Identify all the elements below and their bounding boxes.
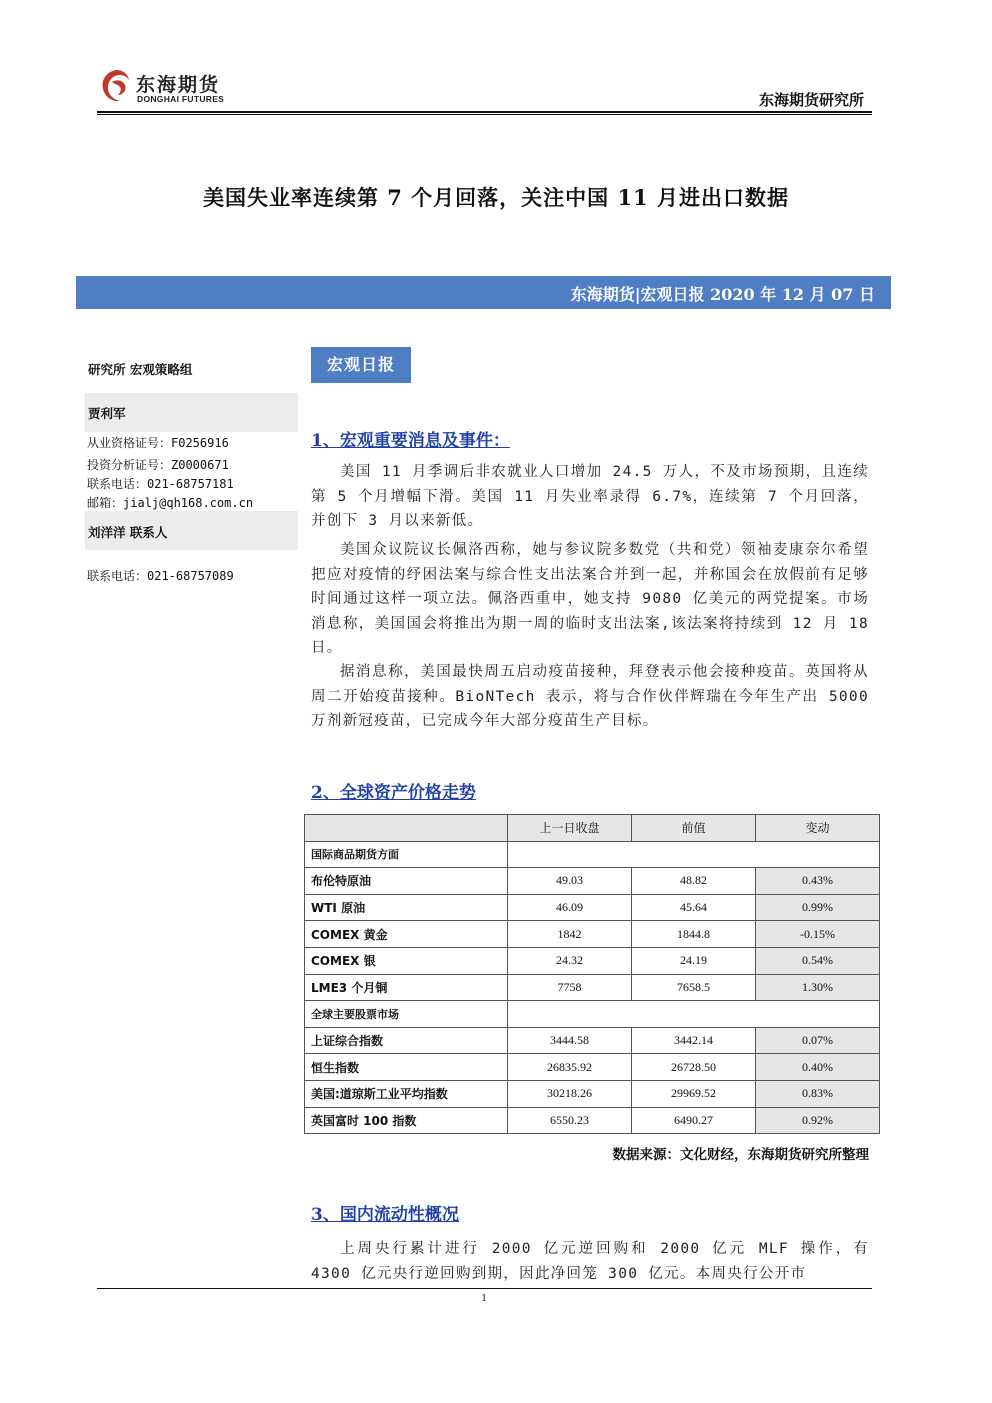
asset-price-table <box>304 814 880 1134</box>
banner-text: 东海期货|宏观日报 2020 年 12 月 07 日 <box>570 285 875 304</box>
prev-close: 26835.92 <box>508 1054 632 1081</box>
prev-close: 24.32 <box>508 947 632 974</box>
sidebar-author2-name: 刘洋洋 联系人 <box>88 525 168 540</box>
asset-name: 上证综合指数 <box>305 1027 508 1054</box>
change: -0.15% <box>756 921 880 948</box>
asset-name: 英国富时 100 指数 <box>305 1107 508 1134</box>
sidebar-author1-line: 联系电话：021-68757181 <box>87 477 234 491</box>
header-rule-thin <box>97 114 872 115</box>
prev-close: 49.03 <box>508 868 632 895</box>
report-title: 美国失业率连续第 7 个月回落，关注中国 11 月进出口数据 <box>202 185 790 210</box>
previous-value: 48.82 <box>632 868 756 895</box>
sidebar-author2-box <box>85 511 298 550</box>
sidebar-author2-phone: 联系电话：021-68757089 <box>87 569 234 583</box>
asset-name: COMEX 银 <box>305 947 508 974</box>
prev-close: 1842 <box>508 921 632 948</box>
table-header-row <box>305 815 880 842</box>
asset-name: 美国:道琼斯工业平均指数 <box>305 1080 508 1107</box>
change: 1.30% <box>756 974 880 1001</box>
header-institute: 东海期货研究所 <box>758 91 864 109</box>
prev-close: 30218.26 <box>508 1080 632 1107</box>
previous-value: 6490.27 <box>632 1107 756 1134</box>
change: 0.43% <box>756 868 880 895</box>
logo-chinese-text: 东海期货 <box>136 74 221 96</box>
table-row <box>305 1027 880 1054</box>
table-group-row <box>305 1001 880 1028</box>
sidebar-author1-email: 邮箱：jialj@qh168.com.cn <box>87 496 254 510</box>
table-group-row <box>305 841 880 868</box>
asset-name: 布伦特原油 <box>305 868 508 895</box>
change: 0.99% <box>756 894 880 921</box>
change: 0.92% <box>756 1107 880 1134</box>
table-group-label: 全球主要股票市场 <box>305 1001 508 1028</box>
sidebar-author1-box <box>85 393 298 432</box>
table-row <box>305 1054 880 1081</box>
section-1-paragraph: 美国 11 月季调后非农就业人口增加 24.5 万人，不及市场预期，且连续第 5 个月增幅下滑。美国 11 月失业率录得 6.7%，连续第 7 个月回落，并创下 3 月以来新低。 <box>311 464 869 530</box>
table-row <box>305 921 880 948</box>
header-rule <box>97 111 872 113</box>
table-header-cell: 变动 <box>756 815 880 842</box>
table-row <box>305 1080 880 1107</box>
donghai-logo-icon <box>98 66 134 106</box>
table-row <box>305 1107 880 1134</box>
change: 0.40% <box>756 1054 880 1081</box>
asset-name: 恒生指数 <box>305 1054 508 1081</box>
asset-name: LME3 个月铜 <box>305 974 508 1001</box>
sidebar-author1-line: 投资分析证号：Z0000671 <box>87 458 229 472</box>
prev-close: 7758 <box>508 974 632 1001</box>
table-header-cell <box>305 815 508 842</box>
previous-value: 7658.5 <box>632 974 756 1001</box>
previous-value: 1844.8 <box>632 921 756 948</box>
previous-value: 45.64 <box>632 894 756 921</box>
section-2-title: 2、全球资产价格走势 <box>311 783 476 803</box>
section-1-paragraph: 据消息称，美国最快周五启动疫苗接种，拜登表示他会接种疫苗。英国将从周二开始疫苗接种。BioNTech 表示，将与合作伙伴辉瑞在今年生产出 5000 万剂新冠疫苗，已完成今年大部分疫苗生产目标。 <box>311 664 869 730</box>
table-row <box>305 947 880 974</box>
footer-rule <box>97 1288 872 1289</box>
change: 0.83% <box>756 1080 880 1107</box>
table-source-note: 数据来源：文化财经，东海期货研究所整理 <box>612 1147 869 1163</box>
table-group-label: 国际商品期货方面 <box>305 841 508 868</box>
section-3-paragraph: 上周央行累计进行 2000 亿元逆回购和 2000 亿元 MLF 操作，有 4300 亿元央行逆回购到期，因此净回笼 300 亿元。本周央行公开市 <box>311 1241 869 1282</box>
previous-value: 3442.14 <box>632 1027 756 1054</box>
prev-close: 46.09 <box>508 894 632 921</box>
section-1-title: 1、宏观重要消息及事件： <box>311 431 510 451</box>
table-row <box>305 868 880 895</box>
asset-name: WTI 原油 <box>305 894 508 921</box>
section-1-paragraph: 美国众议院议长佩洛西称，她与参议院多数党（共和党）领袖麦康奈尔希望把应对疫情的纾困法案与综合性支出法案合并到一起，并称国会在放假前有足够时间通过这样一项立法。佩洛西重申，她支持 9080 亿美元的两党提案。市场消息称，美国国会将推出为期一周的临时支出法案,该法案将持续到 12 月 18 日。 <box>311 542 869 657</box>
previous-value: 26728.50 <box>632 1054 756 1081</box>
daily-report-tag: 宏观日报 <box>311 347 411 383</box>
report-banner <box>76 276 891 309</box>
previous-value: 29969.52 <box>632 1080 756 1107</box>
prev-close: 6550.23 <box>508 1107 632 1134</box>
logo-english-text: DONGHAI FUTURES <box>137 94 225 104</box>
section-3-title: 3、国内流动性概况 <box>311 1205 459 1225</box>
sidebar-dept: 研究所 宏观策略组 <box>88 362 193 377</box>
sidebar-author1-name: 贾利军 <box>88 406 126 421</box>
table-row <box>305 894 880 921</box>
company-logo <box>98 66 228 108</box>
table-header-cell: 上一日收盘 <box>508 815 632 842</box>
sidebar-author1-line: 从业资格证号：F0256916 <box>87 436 229 450</box>
table-header-cell: 前值 <box>632 815 756 842</box>
table-row <box>305 974 880 1001</box>
previous-value: 24.19 <box>632 947 756 974</box>
change: 0.07% <box>756 1027 880 1054</box>
page-number: 1 <box>481 1292 487 1304</box>
asset-name: COMEX 黄金 <box>305 921 508 948</box>
change: 0.54% <box>756 947 880 974</box>
prev-close: 3444.58 <box>508 1027 632 1054</box>
